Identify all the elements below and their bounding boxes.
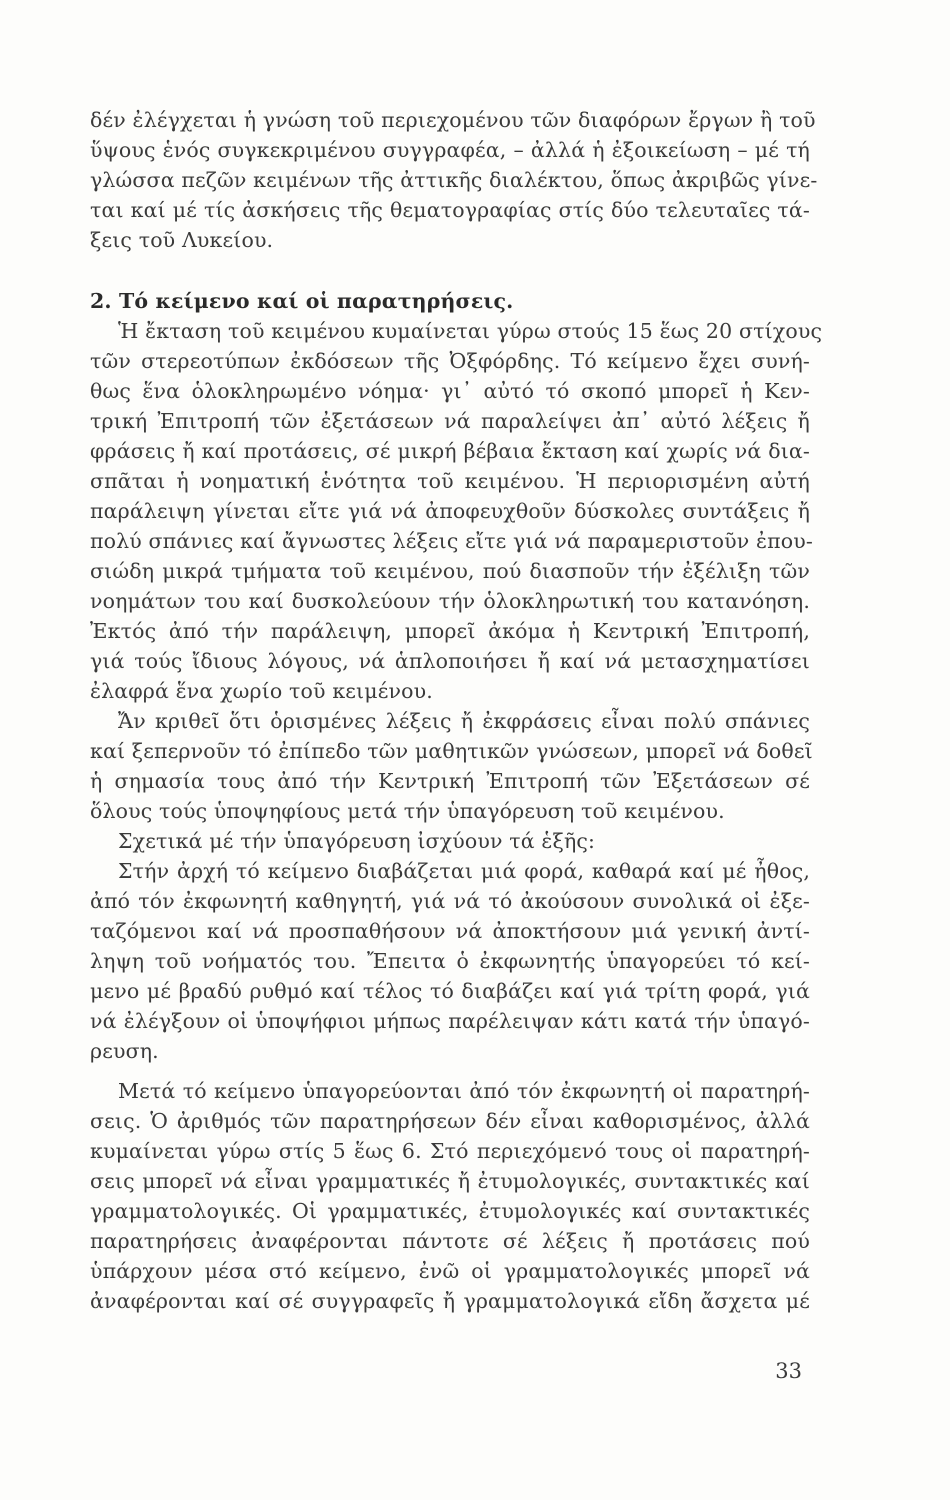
text-line: ταζόμενοι καί νά προσπαθήσουν νά ἀποκτήσουν μιά γενική ἀντί- — [90, 919, 810, 943]
text-line: μενο μέ βραδύ ρυθμό καί τέλος τό διαβάζει καί γιά τρίτη φορά, γιά — [90, 979, 810, 1003]
paragraph-first-line: Μετά τό κείμενο ὑπαγορεύονται ἀπό τόν ἐκφωνητή οἱ παρατηρή- — [118, 1079, 810, 1103]
text-line: φράσεις ἤ καί προτάσεις, σέ μικρή βέβαια ἔκταση καί χωρίς νά δια- — [90, 439, 810, 463]
paragraph-first-line: Ἄν κριθεῖ ὅτι ὁρισμένες λέξεις ἤ ἐκφράσεις εἶναι πολύ σπάνιες — [118, 709, 810, 733]
text-line: κυμαίνεται γύρω στίς 5 ἕως 6. Στό περιεχόμενό τους οἱ παρατηρή- — [90, 1139, 810, 1163]
text-line: γλώσσα πεζῶν κειμένων τῆς ἀττικῆς διαλέκτου, ὅπως ἀκριβῶς γίνε- — [90, 168, 818, 192]
text-line: ται καί μέ τίς ἀσκήσεις τῆς θεματογραφίας στίς δύο τελευταῖες τά- — [90, 198, 810, 222]
text-line: ρευση. — [90, 1039, 159, 1063]
text-line: ἀπό τόν ἐκφωνητή καθηγητή, γιά νά τό ἀκούσουν συνολικά οἱ ἐξε- — [90, 889, 810, 913]
text-line: δέν ἐλέγχεται ἡ γνώση τοῦ περιεχομένου τῶν διαφόρων ἔργων ἢ τοῦ — [90, 108, 816, 132]
text-line: νοημάτων του καί δυσκολεύουν τήν ὁλοκληρωτική του κατανόηση. — [90, 589, 810, 613]
text-line: γραμματολογικές. Οἱ γραμματικές, ἐτυμολογικές καί συντακτικές — [90, 1199, 810, 1223]
text-line: ἡ σημασία τους ἀπό τήν Κεντρική Ἐπιτροπή τῶν Ἐξετάσεων σέ — [90, 769, 810, 793]
text-line: τῶν στερεοτύπων ἐκδόσεων τῆς Ὀξφόρδης. Τό κείμενο ἔχει συνή- — [90, 349, 810, 373]
text-line: τρική Ἐπιτροπή τῶν ἐξετάσεων νά παραλείψει ἀπ᾿ αὐτό λέξεις ἤ — [90, 409, 810, 433]
page-number: 33 — [775, 1359, 802, 1383]
section-heading: 2. Τό κείμενο καί οἱ παρατηρήσεις. — [90, 289, 514, 313]
text-line: πολύ σπάνιες καί ἄγνωστες λέξεις εἴτε γιά νά παραμεριστοῦν ἐπου- — [90, 529, 813, 553]
text-line: σπᾶται ἡ νοηματική ἑνότητα τοῦ κειμένου. Ἡ περιορισμένη αὐτή — [90, 469, 810, 493]
text-line: παράλειψη γίνεται εἴτε γιά νά ἀποφευχθοῦν δύσκολες συντάξεις ἤ — [90, 499, 810, 523]
text-line: σεις. Ὁ ἀριθμός τῶν παρατηρήσεων δέν εἶναι καθορισμένος, ἀλλά — [90, 1109, 810, 1133]
text-line: Ἐκτός ἀπό τήν παράλειψη, μπορεῖ ἀκόμα ἡ Κεντρική Ἐπιτροπή, — [90, 619, 810, 643]
text-line: ὑπάρχουν μέσα στό κείμενο, ἐνῶ οἱ γραμματολογικές μπορεῖ νά — [90, 1259, 810, 1283]
paragraph-first-line: Ἡ ἔκταση τοῦ κειμένου κυμαίνεται γύρω στούς 15 ἕως 20 στίχους — [118, 319, 823, 343]
paragraph-first-line: Στήν ἀρχή τό κείμενο διαβάζεται μιά φορά, καθαρά καί μέ ἦθος, — [118, 859, 810, 883]
text-line: νά ἐλέγξουν οἱ ὑποψήφιοι μήπως παρέλειψαν κάτι κατά τήν ὑπαγό- — [90, 1009, 810, 1033]
text-line: σιώδη μικρά τμήματα τοῦ κειμένου, πού διασποῦν τήν ἐξέλιξη τῶν — [90, 559, 810, 583]
text-line: θως ἕνα ὁλοκληρωμένο νόημα· γι᾿ αὐτό τό σκοπό μπορεῖ ἡ Κεν- — [90, 379, 810, 403]
text-line: ὕψους ἑνός συγκεκριμένου συγγραφέα, – ἀλλά ἡ ἐξοικείωση – μέ τή — [90, 138, 810, 162]
text-line: γιά τούς ἴδιους λόγους, νά ἁπλοποιήσει ἤ καί νά μετασχηματίσει — [90, 649, 810, 673]
text-line: ὅλους τούς ὑποψηφίους μετά τήν ὑπαγόρευση τοῦ κειμένου. — [90, 799, 725, 823]
text-line: σεις μπορεῖ νά εἶναι γραμματικές ἤ ἐτυμολογικές, συντακτικές καί — [90, 1169, 810, 1193]
text-line: ἀναφέρονται καί σέ συγγραφεῖς ἤ γραμματολογικά εἴδη ἄσχετα μέ — [90, 1289, 810, 1313]
text-line: ἐλαφρά ἕνα χωρίο τοῦ κειμένου. — [90, 679, 433, 703]
text-line: ληψη τοῦ νοήματός του. Ἔπειτα ὁ ἐκφωνητής ὑπαγορεύει τό κεί- — [90, 949, 810, 973]
text-line: παρατηρήσεις ἀναφέρονται πάντοτε σέ λέξεις ἤ προτάσεις πού — [90, 1229, 810, 1253]
paragraph-first-line: Σχετικά μέ τήν ὑπαγόρευση ἰσχύουν τά ἑξῆς: — [118, 829, 596, 853]
text-line: καί ξεπερνοῦν τό ἐπίπεδο τῶν μαθητικῶν γνώσεων, μπορεῖ νά δοθεῖ — [90, 739, 813, 763]
text-line: ξεις τοῦ Λυκείου. — [90, 228, 274, 252]
